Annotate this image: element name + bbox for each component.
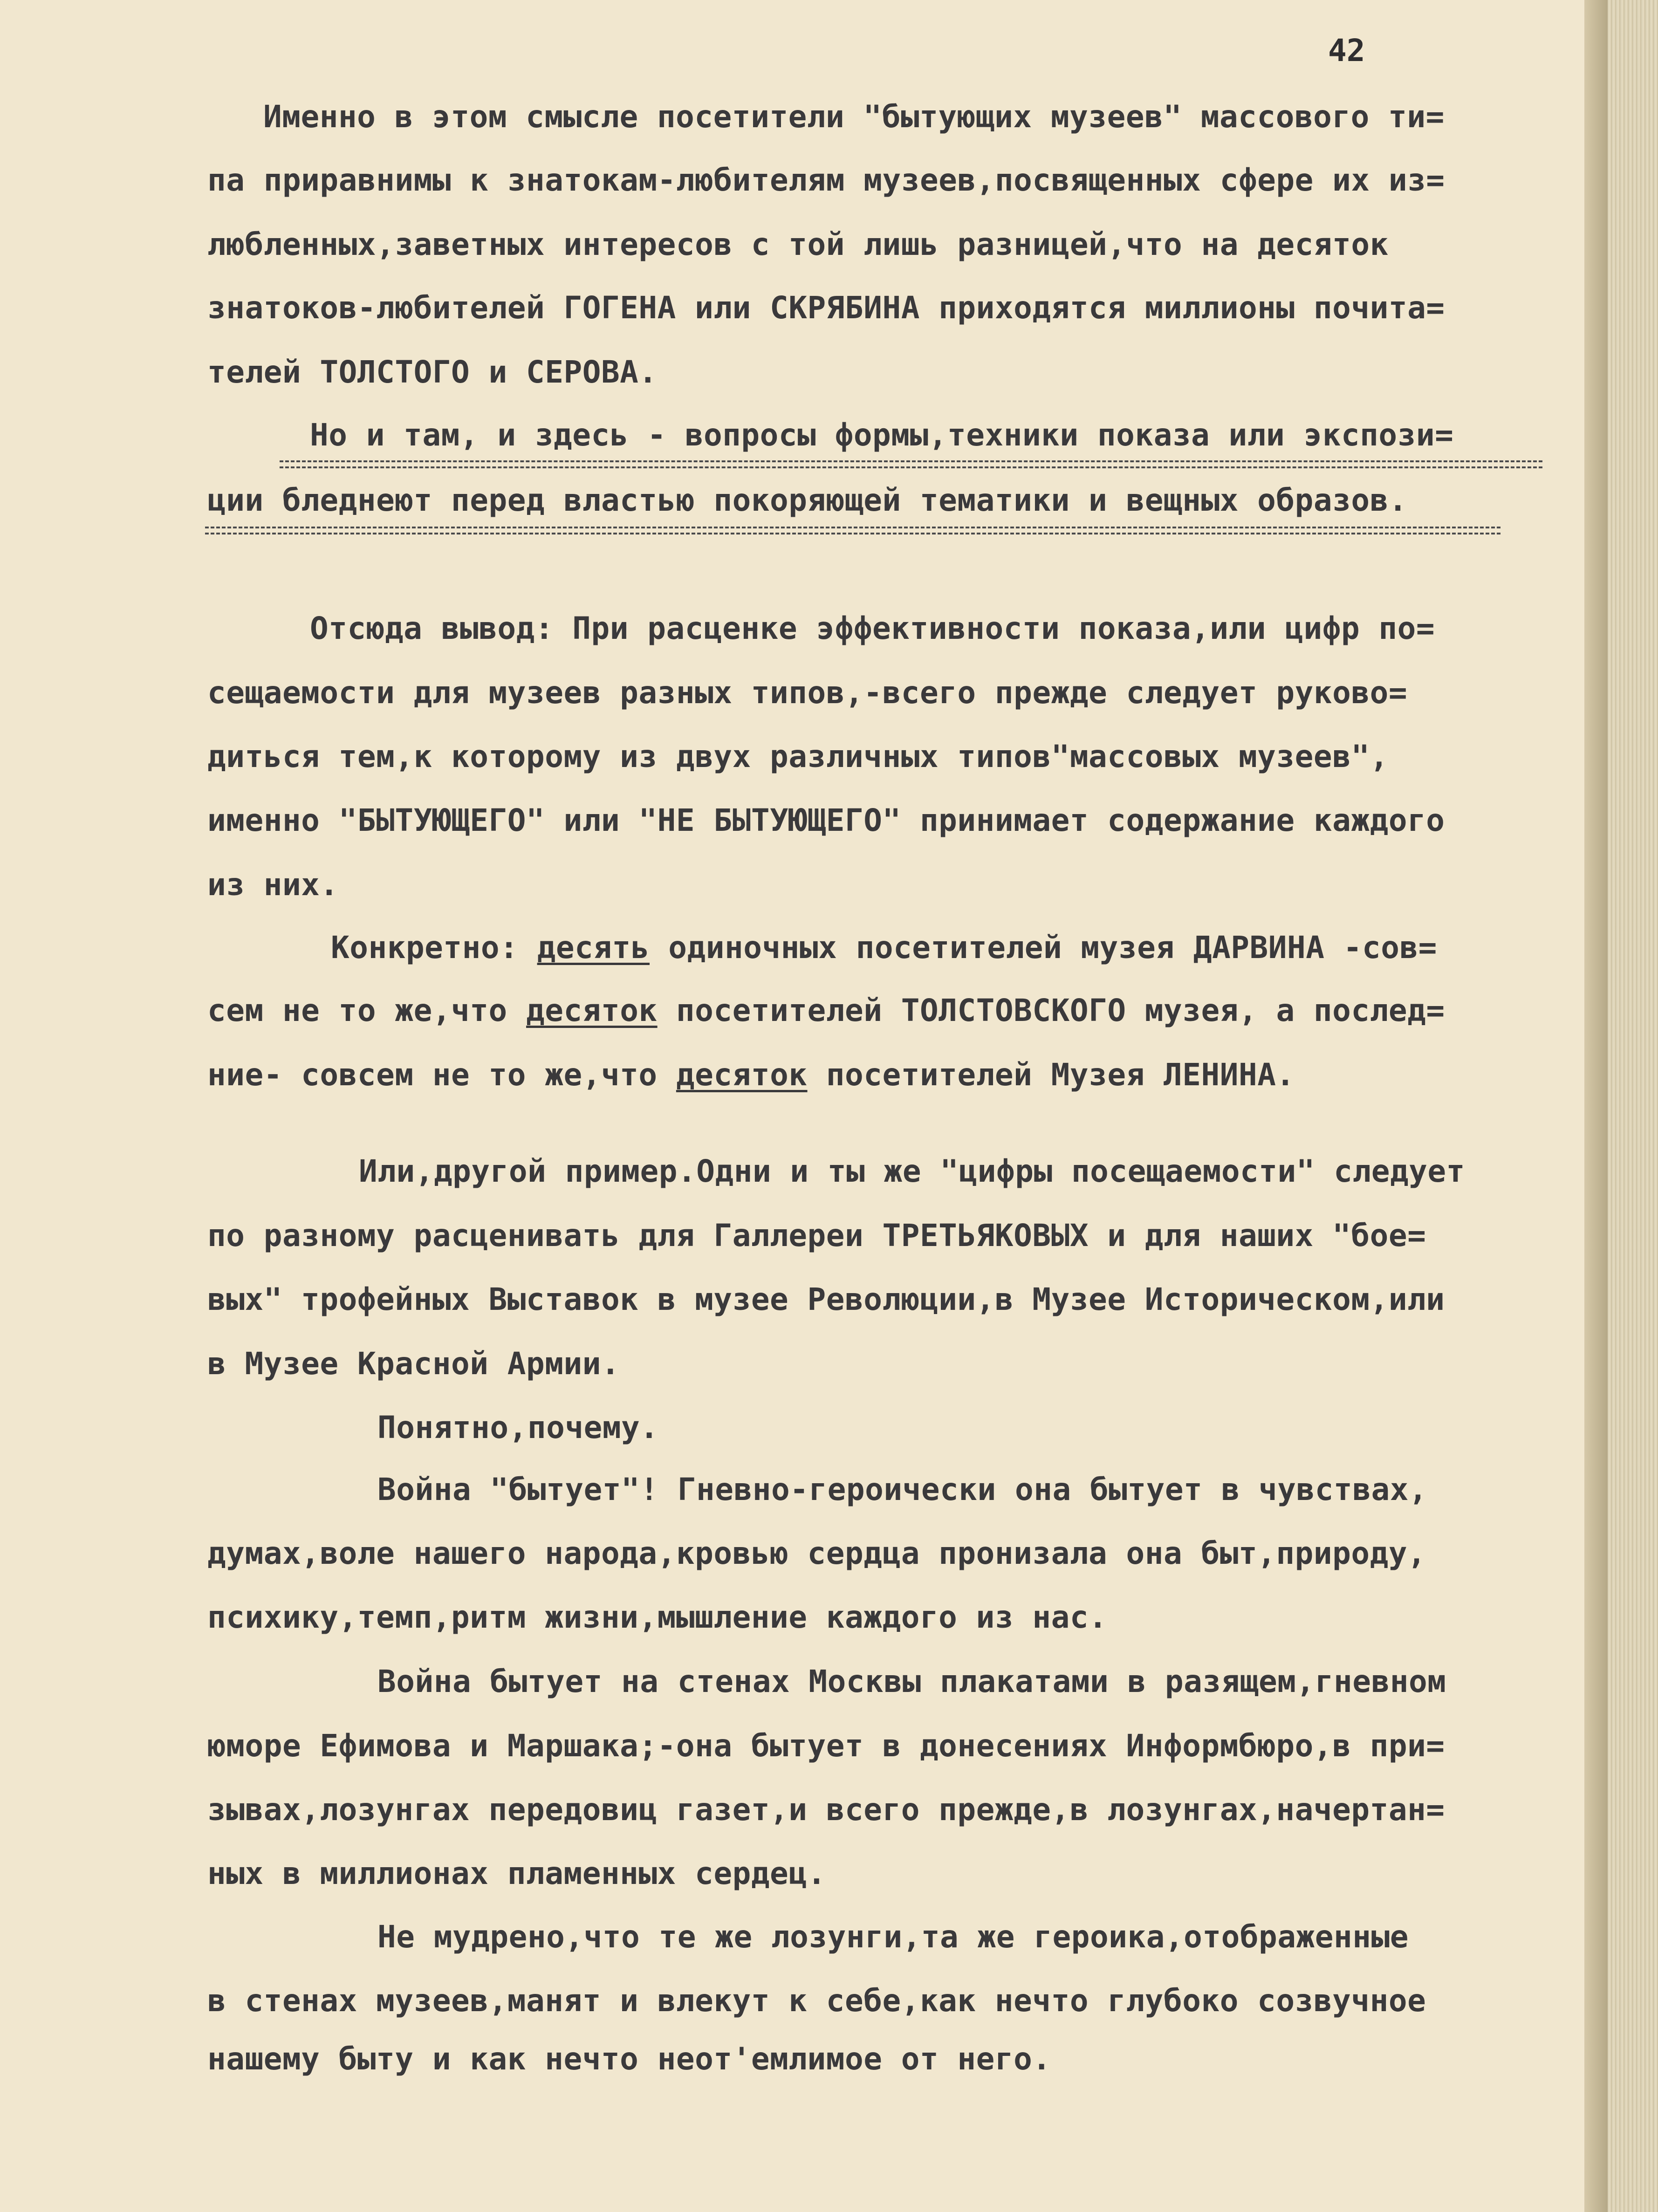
text-line: вых" трофейных Выставок в музее Революции,в Музее Историческом,или [207, 1281, 1445, 1317]
text-segment: посетителей ТОЛСТОВСКОГО музея, а послед= [657, 993, 1445, 1028]
text-line: Отсюда вывод: При расценке эффективности показа,или цифр по= [310, 610, 1435, 646]
page-number: 42 [1328, 33, 1365, 68]
text-segment: сем не то же,что [207, 993, 527, 1028]
text-line: нашему быту и как нечто неот'емлимое от него. [207, 2041, 1051, 2077]
text-segment: ние- совсем не то же,что [207, 1057, 676, 1093]
text-line: юморе Ефимова и Маршака;-она бытует в донесениях Информбюро,в при= [207, 1728, 1445, 1764]
emphasized-text-line: Но и там, и здесь - вопросы формы,техники показа или экспози= [310, 417, 1454, 453]
text-line [207, 993, 1445, 1028]
text-line: зывах,лозунгах передовиц газет,и всего прежде,в лозунгах,начертан= [207, 1792, 1445, 1828]
text-segment: Конкретно: [331, 930, 537, 966]
text-segment: посетителей Музея ЛЕНИНА. [807, 1057, 1295, 1093]
text-line: Война бытует на стенах Москвы плакатами в разящем,гневном [377, 1664, 1446, 1699]
text-line: психику,темп,ритм жизни,мышление каждого из нас. [207, 1599, 1108, 1635]
text-line [331, 930, 1437, 966]
underlined-word: десять [537, 930, 650, 966]
text-line: Или,другой пример.Одни и ты же "цифры посещаемости" следует [359, 1153, 1465, 1189]
double-underline [280, 460, 1542, 468]
double-underline [205, 527, 1500, 534]
page-edge-shadow [1584, 0, 1608, 2212]
text-line: именно "БЫТУЮЩЕГО" или "НЕ БЫТУЮЩЕГО" принимает содержание каждого [207, 802, 1445, 838]
text-segment: одиночных посетителей музея ДАРВИНА -сов= [650, 930, 1437, 966]
underlined-word: десяток [526, 993, 658, 1028]
text-line: по разному расценивать для Галлереи ТРЕТЬЯКОВЫХ и для наших "бое= [207, 1218, 1426, 1253]
emphasized-text-line: ции бледнеют перед властью покоряющей тематики и вещных образов. [207, 482, 1408, 518]
text-line [207, 1057, 1295, 1093]
text-line: в стенах музеев,манят и влекут к себе,как нечто глубоко созвучное [207, 1983, 1426, 2019]
underlined-word: десяток [676, 1057, 808, 1093]
text-line: знатоков-любителей ГОГЕНА или СКРЯБИНА приходятся миллионы почита= [207, 290, 1445, 326]
text-line: Не мудрено,что те же лозунги,та же героика,отображенные [377, 1919, 1409, 1955]
page-stack-edge [1608, 0, 1658, 2212]
text-line: сещаемости для музеев разных типов,-всего прежде следует руково= [207, 675, 1408, 711]
text-line: из них. [207, 867, 339, 903]
text-line: ных в миллионах пламенных сердец. [207, 1856, 826, 1891]
text-line: любленных,заветных интересов с той лишь разницей,что на десяток [207, 226, 1389, 262]
text-line: Понятно,почему. [377, 1410, 659, 1445]
text-line: диться тем,к которому из двух различных типов"массовых музеев", [207, 739, 1389, 774]
text-line: Война "бытует"! Гневно-героически она бытует в чувствах, [377, 1472, 1428, 1507]
text-line: па приравнимы к знатокам-любителям музеев,посвященных сфере их из= [207, 162, 1445, 198]
text-line: телей ТОЛСТОГО и СЕРОВА. [207, 354, 658, 390]
text-line: думах,воле нашего народа,кровью сердца пронизала она быт,природу, [207, 1535, 1426, 1571]
text-line: Именно в этом смысле посетители "бытующих музеев" массового ти= [263, 99, 1445, 135]
text-line: в Музее Красной Армии. [207, 1346, 620, 1382]
